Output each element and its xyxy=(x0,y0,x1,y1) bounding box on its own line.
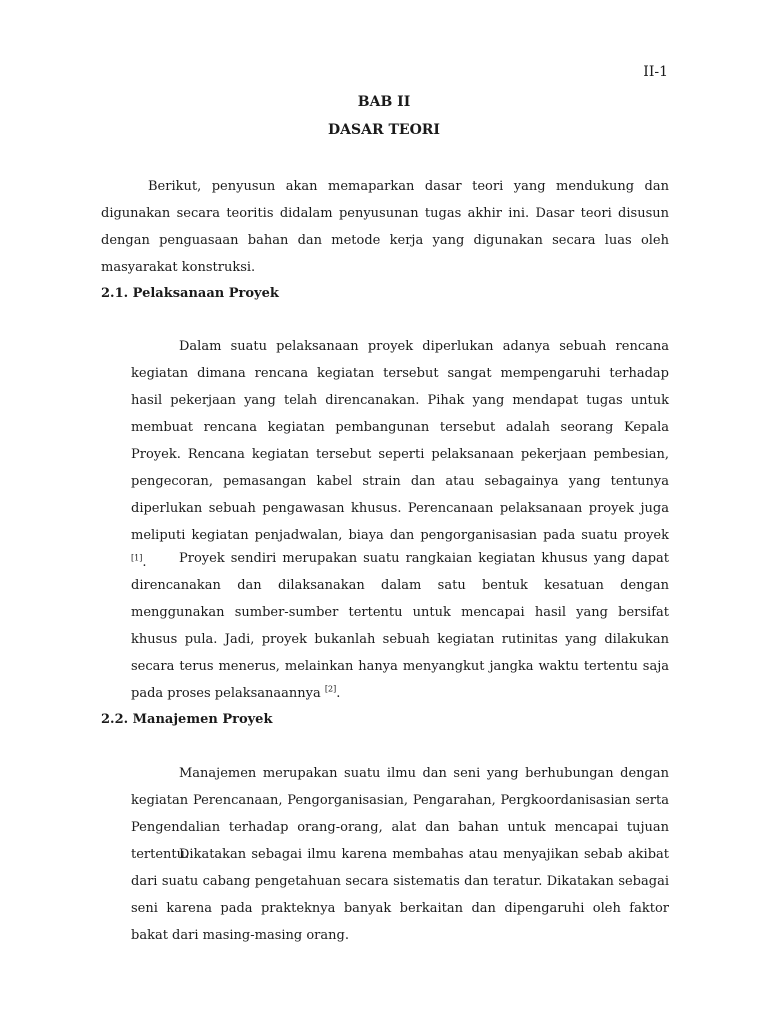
paragraph-text: Proyek sendiri merupakan suatu rangkaian kegiatan khusus yang dapat direncanakan dan dilaksanakan dalam satu bentuk kesatuan dengan menggunakan sumber-sumber tertentu untuk mencapai hasil yang bersifat khusus pula. Jadi, proyek bukanlah sebuah kegiatan rutinitas yang dilakukan secara terus menerus, melainkan hanya menyangkut jangka waktu tertentu saja pada proses pelaksanaannya xyxy=(131,551,669,701)
intro-paragraph: Berikut, penyusun akan memaparkan dasar teori yang mendukung dan digunakan secara teoritis didalam penyusunan tugas akhir ini. Dasar teori disusun dengan penguasaan bahan dan metode kerja yang digunakan secara luas oleh masyarakat konstruksi. xyxy=(101,179,669,275)
page-number: II-1 xyxy=(643,64,668,80)
section-heading-2-1: 2.1. Pelaksanaan Proyek xyxy=(101,286,279,301)
citation-ref: [2] xyxy=(324,684,337,694)
chapter-title: DASAR TEORI xyxy=(328,122,440,138)
citation-ref: [1] xyxy=(131,553,143,563)
section-2-1-paragraph-1 xyxy=(131,333,669,576)
paragraph-text: Dalam suatu pelaksanaan proyek diperlukan adanya sebuah rencana kegiatan dimana rencana kegiatan tersebut sangat mempengaruhi terhadap hasil pekerjaan yang telah direncanakan. Pihak yang mendapat tugas untuk membuat rencana kegiatan pembangunan tersebut adalah seorang Kepala Proyek. Rencana kegiatan tersebut seperti pelaksanaan pekerjaan pembesian, pengecoran, pemasangan kabel strain dan atau sebagainya yang tentunya diperlukan sebuah pengawasan khusus. Perencanaan pelaksanaan proyek juga meliputi kegiatan penjadwalan, biaya dan pengorganisasian pada suatu proyek xyxy=(131,339,669,543)
section-2-2-paragraph-2: Dikatakan sebagai ilmu karena membahas atau menyajikan sebab akibat dari suatu cabang pengetahuan secara sistematis dan teratur. Dikatakan sebagai seni karena pada prakteknya banyak berkaitan dan dipengaruhi oleh faktor bakat dari masing-masing orang. xyxy=(131,847,669,943)
section-heading-2-2: 2.2. Manajemen Proyek xyxy=(101,712,273,727)
section-2-2-paragraph-1: Manajemen merupakan suatu ilmu dan seni yang berhubungan dengan kegiatan Perencanaan, Pengorganisasian, Pengarahan, Pergkoordanisasian serta Pengendalian terhadap orang-orang, alat dan bahan untuk mencapai tujuan tertentu. xyxy=(131,766,669,862)
paragraph-end: . xyxy=(336,686,341,701)
paragraph-end: . xyxy=(142,555,147,570)
section-2-1-paragraph-2 xyxy=(131,545,669,707)
chapter-label: BAB II xyxy=(357,94,411,110)
